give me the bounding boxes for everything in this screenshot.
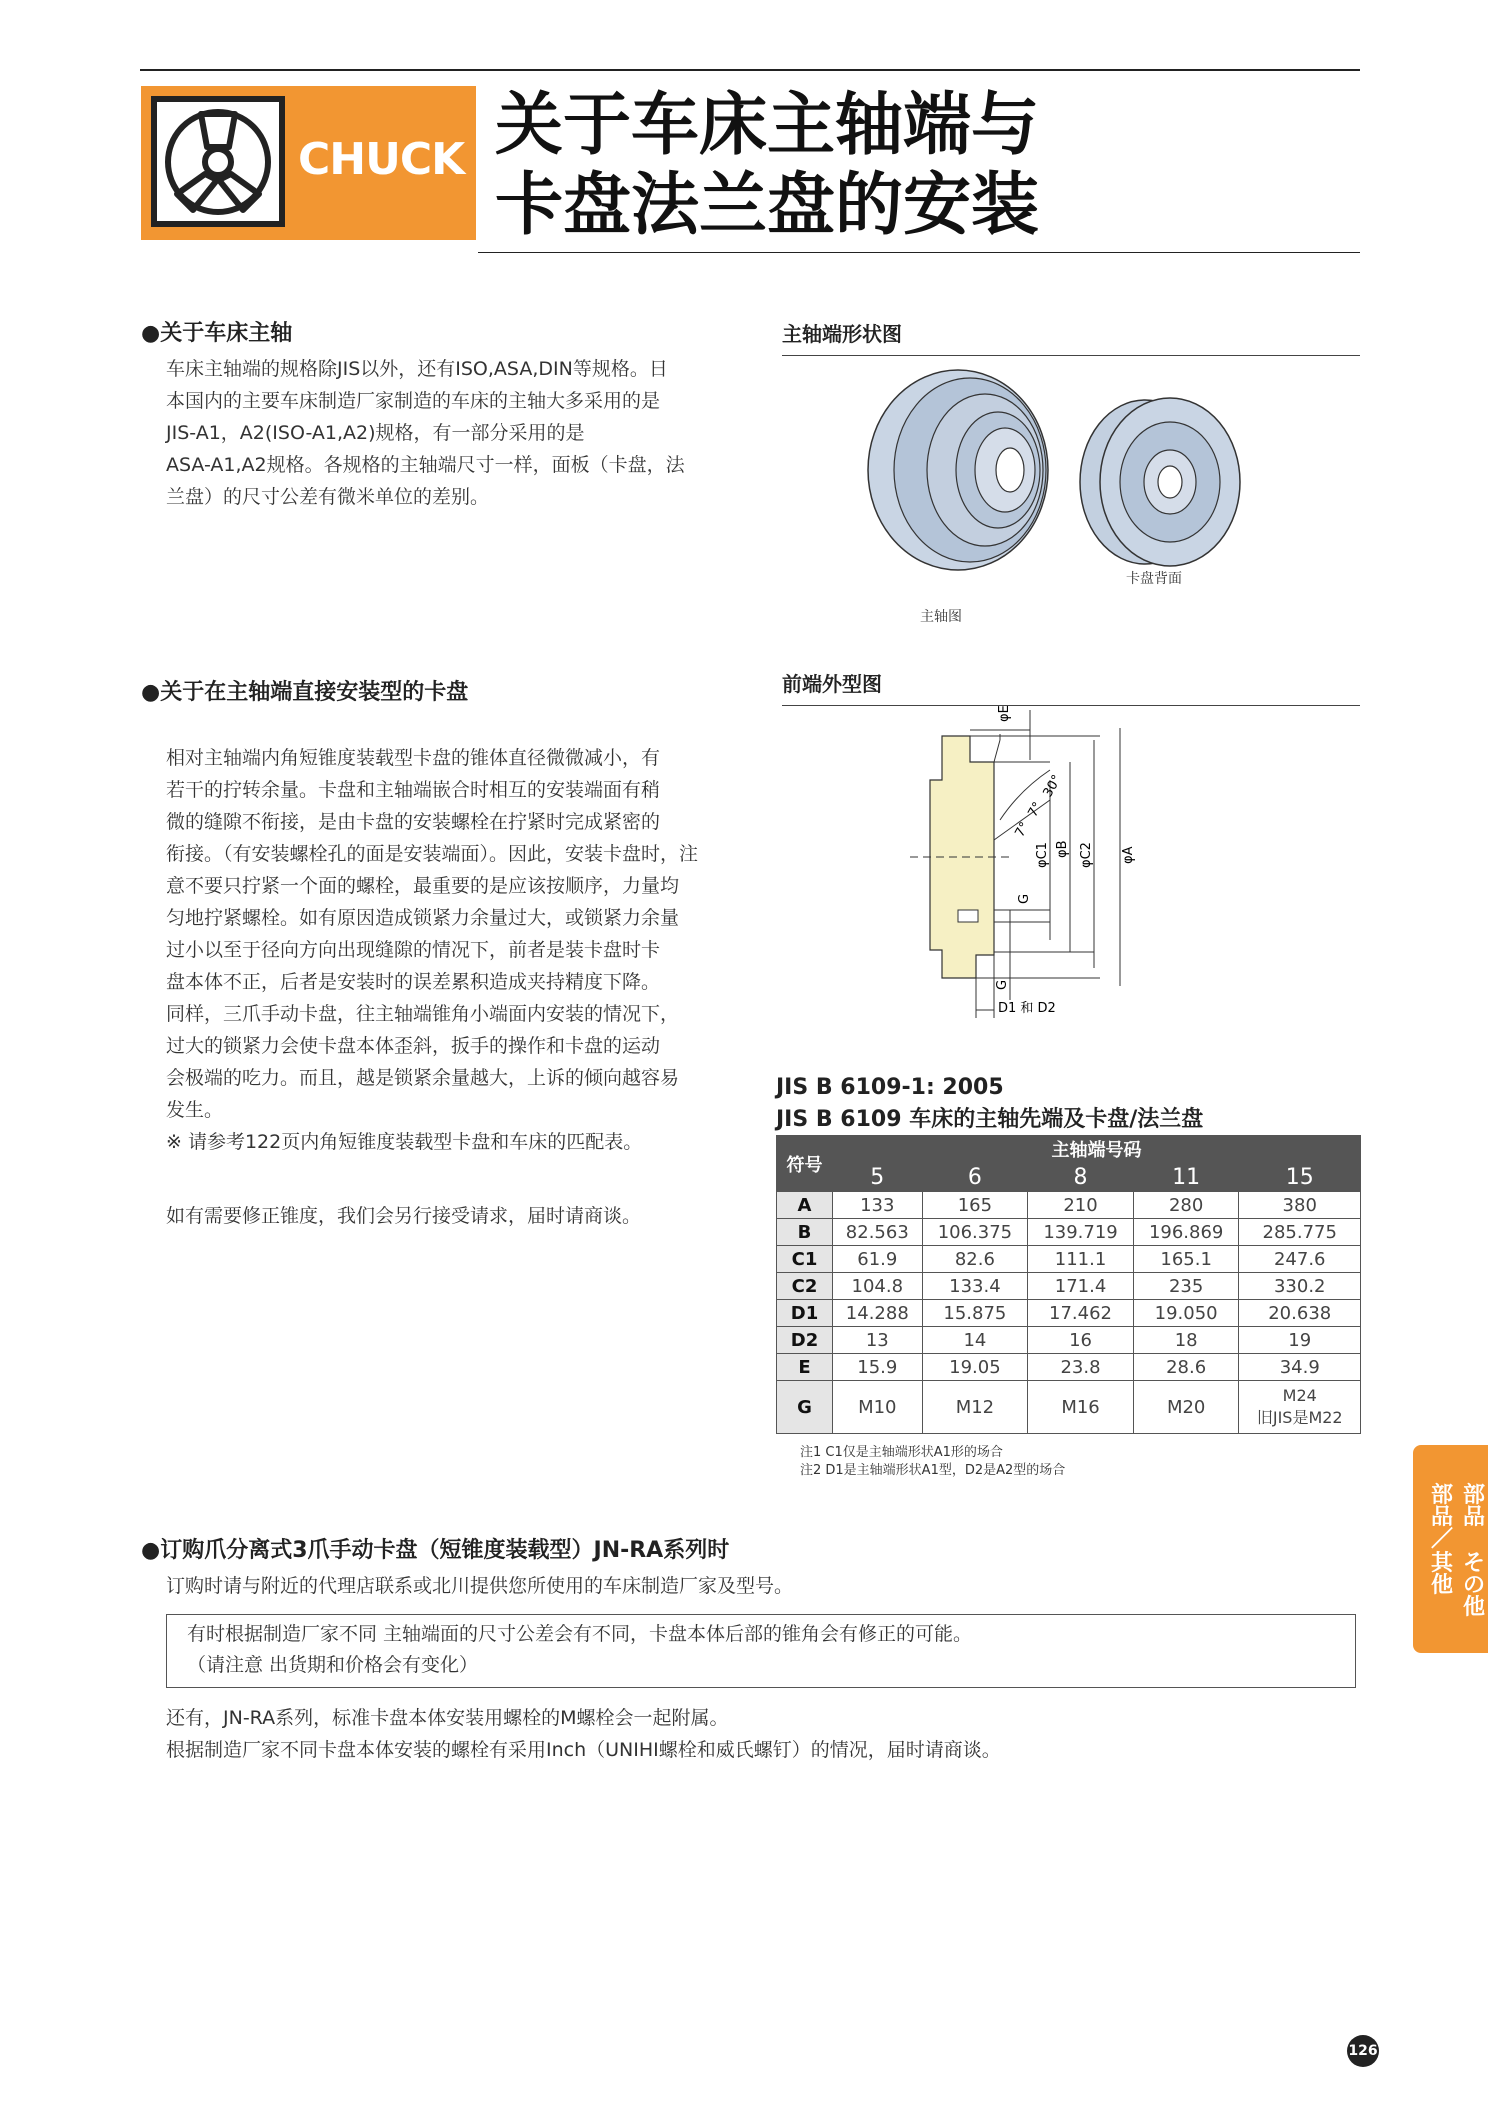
section3-heading: ●订购爪分离式3爪手动卡盘（短锥度装载型）JN-RA系列时 [141, 1538, 730, 1563]
notice-line-1: 有时根据制造厂家不同 主轴端面的尺寸公差会有不同，卡盘本体后部的锥角会有修正的可能。 [187, 1623, 973, 1645]
col-header: 15 [1239, 1163, 1361, 1192]
section3-after-line: 根据制造厂家不同卡盘本体安装的螺栓有采用Inch（UNIHI螺栓和威氏螺钉）的情况，届时请商谈。 [166, 1739, 1001, 1761]
title-line-1: 关于车床主轴端与 [495, 86, 1040, 165]
label-30deg: 30° [1040, 772, 1065, 800]
table-row [777, 1273, 1361, 1300]
section1-line: ASA-A1,A2规格。各规格的主轴端尺寸一样，面板（卡盘，法 [166, 454, 685, 476]
row-label: D2 [777, 1327, 833, 1354]
table-cell: M12 [922, 1381, 1028, 1434]
top-rule [140, 69, 1360, 71]
table-cell: 34.9 [1239, 1354, 1361, 1381]
jis-line-1: JIS B 6109-1: 2005 [776, 1075, 1004, 1100]
section2-line: 同样，三爪手动卡盘，往主轴端锥角小端面内安装的情况下， [166, 1003, 680, 1025]
col-header: 11 [1133, 1163, 1239, 1192]
jis-line-2: JIS B 6109 车床的主轴先端及卡盘/法兰盘 [776, 1107, 1204, 1132]
section2-line: 意不要只拧紧一个面的螺栓，最重要的是应该按顺序，力量均 [166, 875, 680, 897]
row-label: D1 [777, 1300, 833, 1327]
table-cell [1239, 1381, 1361, 1434]
figure2-heading: 前端外型图 [782, 668, 1360, 706]
table-cell: 28.6 [1133, 1354, 1239, 1381]
notice-line-2: （请注意 出货期和价格会有变化） [187, 1654, 479, 1676]
table-cell-line: 旧JIS是M22 [1256, 1408, 1343, 1427]
notice-box [166, 1614, 1356, 1688]
section1-line: JIS-A1，A2(ISO-A1,A2)规格，有一部分采用的是 [166, 422, 585, 444]
table-cell: 23.8 [1028, 1354, 1134, 1381]
table-cell: 165 [922, 1192, 1028, 1219]
spindle-spec-table [776, 1135, 1361, 1434]
row-label: A [777, 1192, 833, 1219]
table-row [777, 1219, 1361, 1246]
section1-line: 本国内的主要车床制造厂家制造的车床的主轴大多采用的是 [166, 390, 661, 412]
table-cell: 104.8 [833, 1273, 923, 1300]
table-cell: 14.288 [833, 1300, 923, 1327]
title-line-2: 卡盘法兰盘的安装 [495, 166, 1040, 245]
section2-line: 若干的拧转余量。卡盘和主轴端嵌合时相互的安装端面有稍 [166, 779, 661, 801]
label-7deg-a: 7° [1012, 819, 1033, 840]
table-cell: 19.050 [1133, 1300, 1239, 1327]
table-cell: M20 [1133, 1381, 1239, 1434]
table-cell: 330.2 [1239, 1273, 1361, 1300]
section2-extra: 如有需要修正锥度，我们会另行接受请求，届时请商谈。 [166, 1205, 642, 1227]
table-cell: 106.375 [922, 1219, 1028, 1246]
table-cell: 165.1 [1133, 1246, 1239, 1273]
note-2: 注2 D1是主轴端形状A1型，D2是A2型的场合 [800, 1463, 1066, 1478]
table-cell: 82.6 [922, 1246, 1028, 1273]
caption-chuck-back: 卡盘背面 [1126, 571, 1182, 587]
section1-heading: ●关于车床主轴 [141, 321, 293, 346]
table-cell: 13 [833, 1327, 923, 1354]
section2-line: 微的缝隙不衔接，是由卡盘的安装螺栓在拧紧时完成紧密的 [166, 811, 661, 833]
side-tab-col: 部品／ [1431, 1483, 1454, 1552]
table-cell: M16 [1028, 1381, 1134, 1434]
label-phiB: φB [1055, 840, 1070, 858]
table-notes [800, 1444, 1065, 1480]
table-cell: 280 [1133, 1192, 1239, 1219]
col-header: 8 [1028, 1163, 1134, 1192]
table-cell: 14 [922, 1327, 1028, 1354]
group-header: 主轴端号码 [833, 1136, 1361, 1163]
table-cell: 61.9 [833, 1246, 923, 1273]
table-cell: 19.05 [922, 1354, 1028, 1381]
section2-line: 过大的锁紧力会使卡盘本体歪斜，扳手的操作和卡盘的运动 [166, 1035, 661, 1057]
symbol-header: 符号 [777, 1136, 833, 1192]
row-label: C1 [777, 1246, 833, 1273]
table-cell: 15.9 [833, 1354, 923, 1381]
section3-after-line: 还有，JN-RA系列，标准卡盘本体安装用螺栓的M螺栓会一起附属。 [166, 1707, 729, 1729]
section2-line: 盘本体不正，后者是安装时的误差累积造成夹持精度下降。 [166, 971, 661, 993]
side-tab-parts-other[interactable] [1413, 1445, 1507, 1653]
row-label: B [777, 1219, 833, 1246]
section2-line: ※ 请参考122页内角短锥度装载型卡盘和车床的匹配表。 [166, 1131, 643, 1153]
section3-intro: 订购时请与附近的代理店联系或北川提供您所使用的车床制造厂家及型号。 [166, 1575, 794, 1597]
col-header: 5 [833, 1163, 923, 1192]
table-cell: 139.719 [1028, 1219, 1134, 1246]
table-cell: 82.563 [833, 1219, 923, 1246]
note-1: 注1 C1仅是主轴端形状A1形的场合 [800, 1445, 1003, 1460]
row-label: C2 [777, 1273, 833, 1300]
section2-line: 衔接。（有安装螺栓孔的面是安装端面）。因此，安装卡盘时，注 [166, 843, 699, 865]
table-cell: M10 [833, 1381, 923, 1434]
section2-line: 过小以至于径向方向出现缝隙的情况下，前者是装卡盘时卡 [166, 939, 661, 961]
label-G-1: G [1017, 893, 1032, 904]
table-cell: 18 [1133, 1327, 1239, 1354]
label-phiE: φE [997, 705, 1012, 722]
section2-body [166, 742, 736, 1158]
section1-line: 车床主轴端的规格除JIS以外，还有ISO,ASA,DIN等规格。日 [166, 358, 668, 380]
section1-body [166, 353, 726, 513]
table-cell: 16 [1028, 1327, 1134, 1354]
label-phiA: φA [1121, 846, 1136, 864]
front-end-diagram [900, 700, 1160, 1030]
section2-heading: ●关于在主轴端直接安装型的卡盘 [141, 680, 469, 705]
label-G-2: G [995, 979, 1010, 990]
section3-after [166, 1702, 1001, 1766]
table-row [777, 1192, 1361, 1219]
table-cell: 171.4 [1028, 1273, 1134, 1300]
label-D1-D2: D1 和 D2 [998, 1001, 1056, 1016]
table-cell: 247.6 [1239, 1246, 1361, 1273]
row-label: E [777, 1354, 833, 1381]
label-phiC1: φC1 [1035, 842, 1050, 868]
table-row [777, 1246, 1361, 1273]
section2-line: 发生。 [166, 1099, 224, 1121]
caption-spindle: 主轴图 [920, 609, 962, 625]
section2-line: 会极端的吃力。而且，越是锁紧余量越大，上诉的倾向越容易 [166, 1067, 680, 1089]
row-label: G [777, 1381, 833, 1434]
side-tab-col: 其他 [1431, 1551, 1454, 1598]
label-7deg-b: 7° [1025, 799, 1046, 820]
table-row [777, 1300, 1361, 1327]
figure1-heading: 主轴端形状图 [782, 318, 1360, 356]
table-cell: 133 [833, 1192, 923, 1219]
page-number: 126 [1347, 2035, 1379, 2067]
table-cell: 285.775 [1239, 1219, 1361, 1246]
table-row [777, 1354, 1361, 1381]
title-rule [478, 252, 1360, 253]
table-cell: 111.1 [1028, 1246, 1134, 1273]
chuck-icon [151, 96, 285, 227]
section1-line: 兰盘）的尺寸公差有微米单位的差别。 [166, 486, 490, 508]
label-phiC2: φC2 [1079, 842, 1094, 868]
chuck-back-figure [1075, 392, 1255, 577]
side-tab-col: その他 [1463, 1551, 1486, 1620]
chuck-label: CHUCK [298, 134, 465, 185]
table-cell: 20.638 [1239, 1300, 1361, 1327]
side-tab-col: 部品・ [1463, 1483, 1507, 1530]
table-cell: 19 [1239, 1327, 1361, 1354]
table-row [777, 1327, 1361, 1354]
table-cell: 235 [1133, 1273, 1239, 1300]
section2-line: 匀地拧紧螺栓。如有原因造成锁紧力余量过大，或锁紧力余量 [166, 907, 680, 929]
table-cell: 210 [1028, 1192, 1134, 1219]
page-title [495, 86, 1039, 246]
table-cell-line: M24 [1282, 1386, 1317, 1405]
table-cell: 17.462 [1028, 1300, 1134, 1327]
col-header: 6 [922, 1163, 1028, 1192]
header-badge [141, 86, 476, 240]
table-cell: 133.4 [922, 1273, 1028, 1300]
section2-line: 相对主轴端内角短锥度装载型卡盘的锥体直径微微减小，有 [166, 747, 661, 769]
table-cell: 196.869 [1133, 1219, 1239, 1246]
table-cell: 380 [1239, 1192, 1361, 1219]
table-cell: 15.875 [922, 1300, 1028, 1327]
table-row [777, 1381, 1361, 1434]
